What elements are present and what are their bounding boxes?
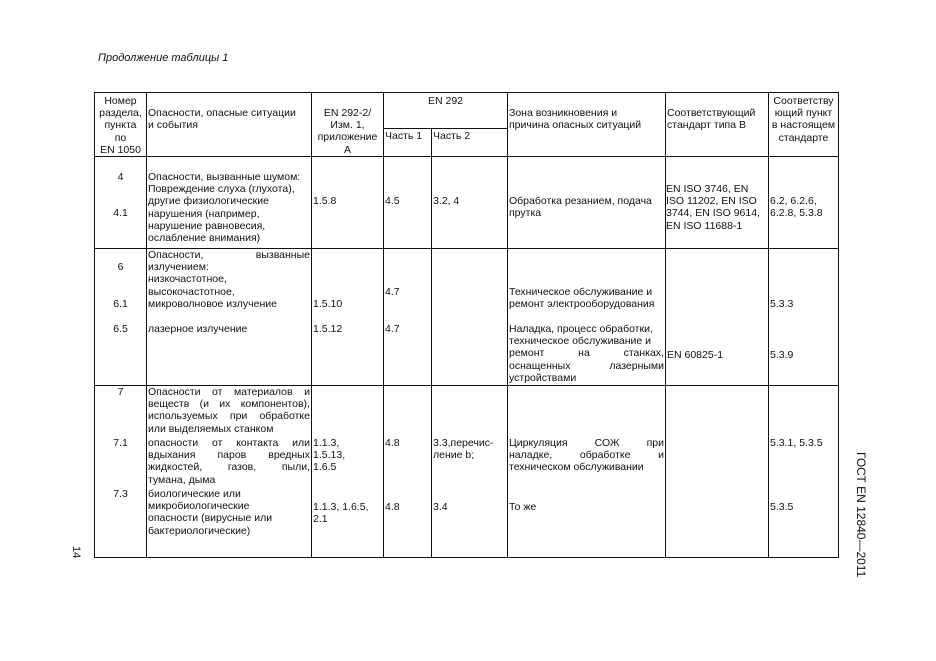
- zone-biological: То же: [509, 501, 537, 513]
- header-part1: Часть 1: [385, 130, 423, 142]
- part1-noise: 4.5: [385, 195, 400, 207]
- clause-biological: 5.3.5: [770, 501, 794, 513]
- rule-top: [94, 92, 838, 93]
- col-line-1: [146, 92, 147, 558]
- standard-laser: EN 60825-1: [667, 349, 724, 361]
- hazard-biological: биологические или микробиологические опасности (вирусные или бактериологические): [148, 488, 273, 537]
- rule-en292-split: [383, 128, 507, 129]
- hazard-contact: опасности от контакта или вдыхания паров вредных жидкостей, газов, пыли, тумана, дыма: [148, 437, 310, 486]
- col-line-2: [311, 92, 312, 558]
- col-line-5: [507, 92, 508, 558]
- section-number-4-1: 4.1: [113, 207, 128, 219]
- zone-microwave: Техническое обслуживание и ремонт электрооборудования: [509, 286, 655, 311]
- en292-2-laser: 1.5.12: [313, 323, 343, 335]
- part1-contact: 4.8: [385, 437, 400, 449]
- en292-2-microwave: 1.5.10: [313, 298, 343, 310]
- part2-contact: 3.3,перечис- ление b;: [433, 437, 494, 462]
- standard-noise: EN ISO 3746, EN ISO 11202, EN ISO 3744, EN ISO 9614, EN ISO 11688-1: [666, 183, 760, 232]
- col-line-6: [665, 92, 666, 558]
- col-line-3: [383, 92, 384, 558]
- en292-2-contact: 1.1.3, 1.5.13, 1.6.5: [313, 437, 346, 474]
- header-number: Номер раздела, пункта по EN 1050: [99, 95, 142, 156]
- section-number-6-5: 6.5: [113, 323, 128, 335]
- header-en292-2: EN 292-2/ Изм. 1, приложение А: [317, 107, 378, 156]
- clause-laser: 5.3.9: [770, 349, 794, 361]
- part2-noise: 3.2, 4: [433, 195, 460, 207]
- header-hazards: Опасности, опасные ситуации и события: [148, 107, 296, 132]
- en292-2-noise: 1.5.8: [313, 195, 337, 207]
- part1-laser: 4.7: [385, 323, 400, 335]
- part1-biological: 4.8: [385, 501, 400, 513]
- document-code: ГОСТ EN 12840—2011: [854, 452, 868, 578]
- hazard-laser: лазерное излучение: [148, 323, 248, 335]
- section-number-7-1: 7.1: [113, 437, 128, 449]
- zone-contact: Циркуляция СОЖ при наладке, обработке и техническом обслуживании: [509, 437, 664, 474]
- hazard-noise: Опасности, вызванные шумом: Повреждение слуха (глухота), другие физиологические нарушения (например, нарушение равновесия, ослабление внимания): [148, 171, 301, 245]
- header-part2: Часть 2: [433, 130, 471, 142]
- rule-header-bottom: [94, 156, 838, 157]
- header-zone: Зона возникновения и причина опасных ситуаций: [509, 107, 642, 132]
- clause-microwave: 5.3.3: [770, 298, 794, 310]
- header-standard: Соответствующий стандарт типа В: [667, 107, 756, 132]
- hazard-materials: Опасности от материалов и веществ (и их компонентов), используемых при обработке или выделяемых станком: [148, 386, 310, 435]
- section-number-7: 7: [117, 386, 124, 398]
- clause-noise: 6.2, 6.2.6, 6.2.8, 5.3.8: [770, 195, 823, 220]
- section-number-6: 6: [117, 261, 124, 273]
- col-line-7: [768, 92, 769, 558]
- zone-noise: Обработка резанием, подача прутка: [509, 195, 652, 220]
- header-clause: Соответству ющий пункт в настоящем стандарте: [771, 95, 836, 144]
- section-number-7-3: 7.3: [113, 488, 128, 500]
- en292-2-biological: 1.1.3, 1.6.5, 2.1: [313, 501, 369, 526]
- header-en292: EN 292: [427, 95, 464, 107]
- table-caption: Продолжение таблицы 1: [98, 52, 229, 64]
- page-number: 14: [70, 546, 82, 559]
- hazard-radiation: Опасности, вызванные излучением: низкочастотное, высокочастотное, микроволновое излучение: [148, 249, 310, 310]
- col-line-8: [838, 92, 839, 558]
- clause-contact: 5.3.1, 5.3.5: [770, 437, 823, 449]
- section-number-6-1: 6.1: [113, 298, 128, 310]
- section-number-4: 4: [117, 171, 124, 183]
- col-line-4: [431, 128, 432, 558]
- part1-microwave: 4.7: [385, 286, 400, 298]
- rule-bottom: [94, 557, 838, 558]
- zone-laser: Наладка, процесс обработки, техническое обслуживание и ремонт на станках, оснащенных лазерными устройствами: [509, 323, 664, 384]
- part2-biological: 3.4: [433, 501, 448, 513]
